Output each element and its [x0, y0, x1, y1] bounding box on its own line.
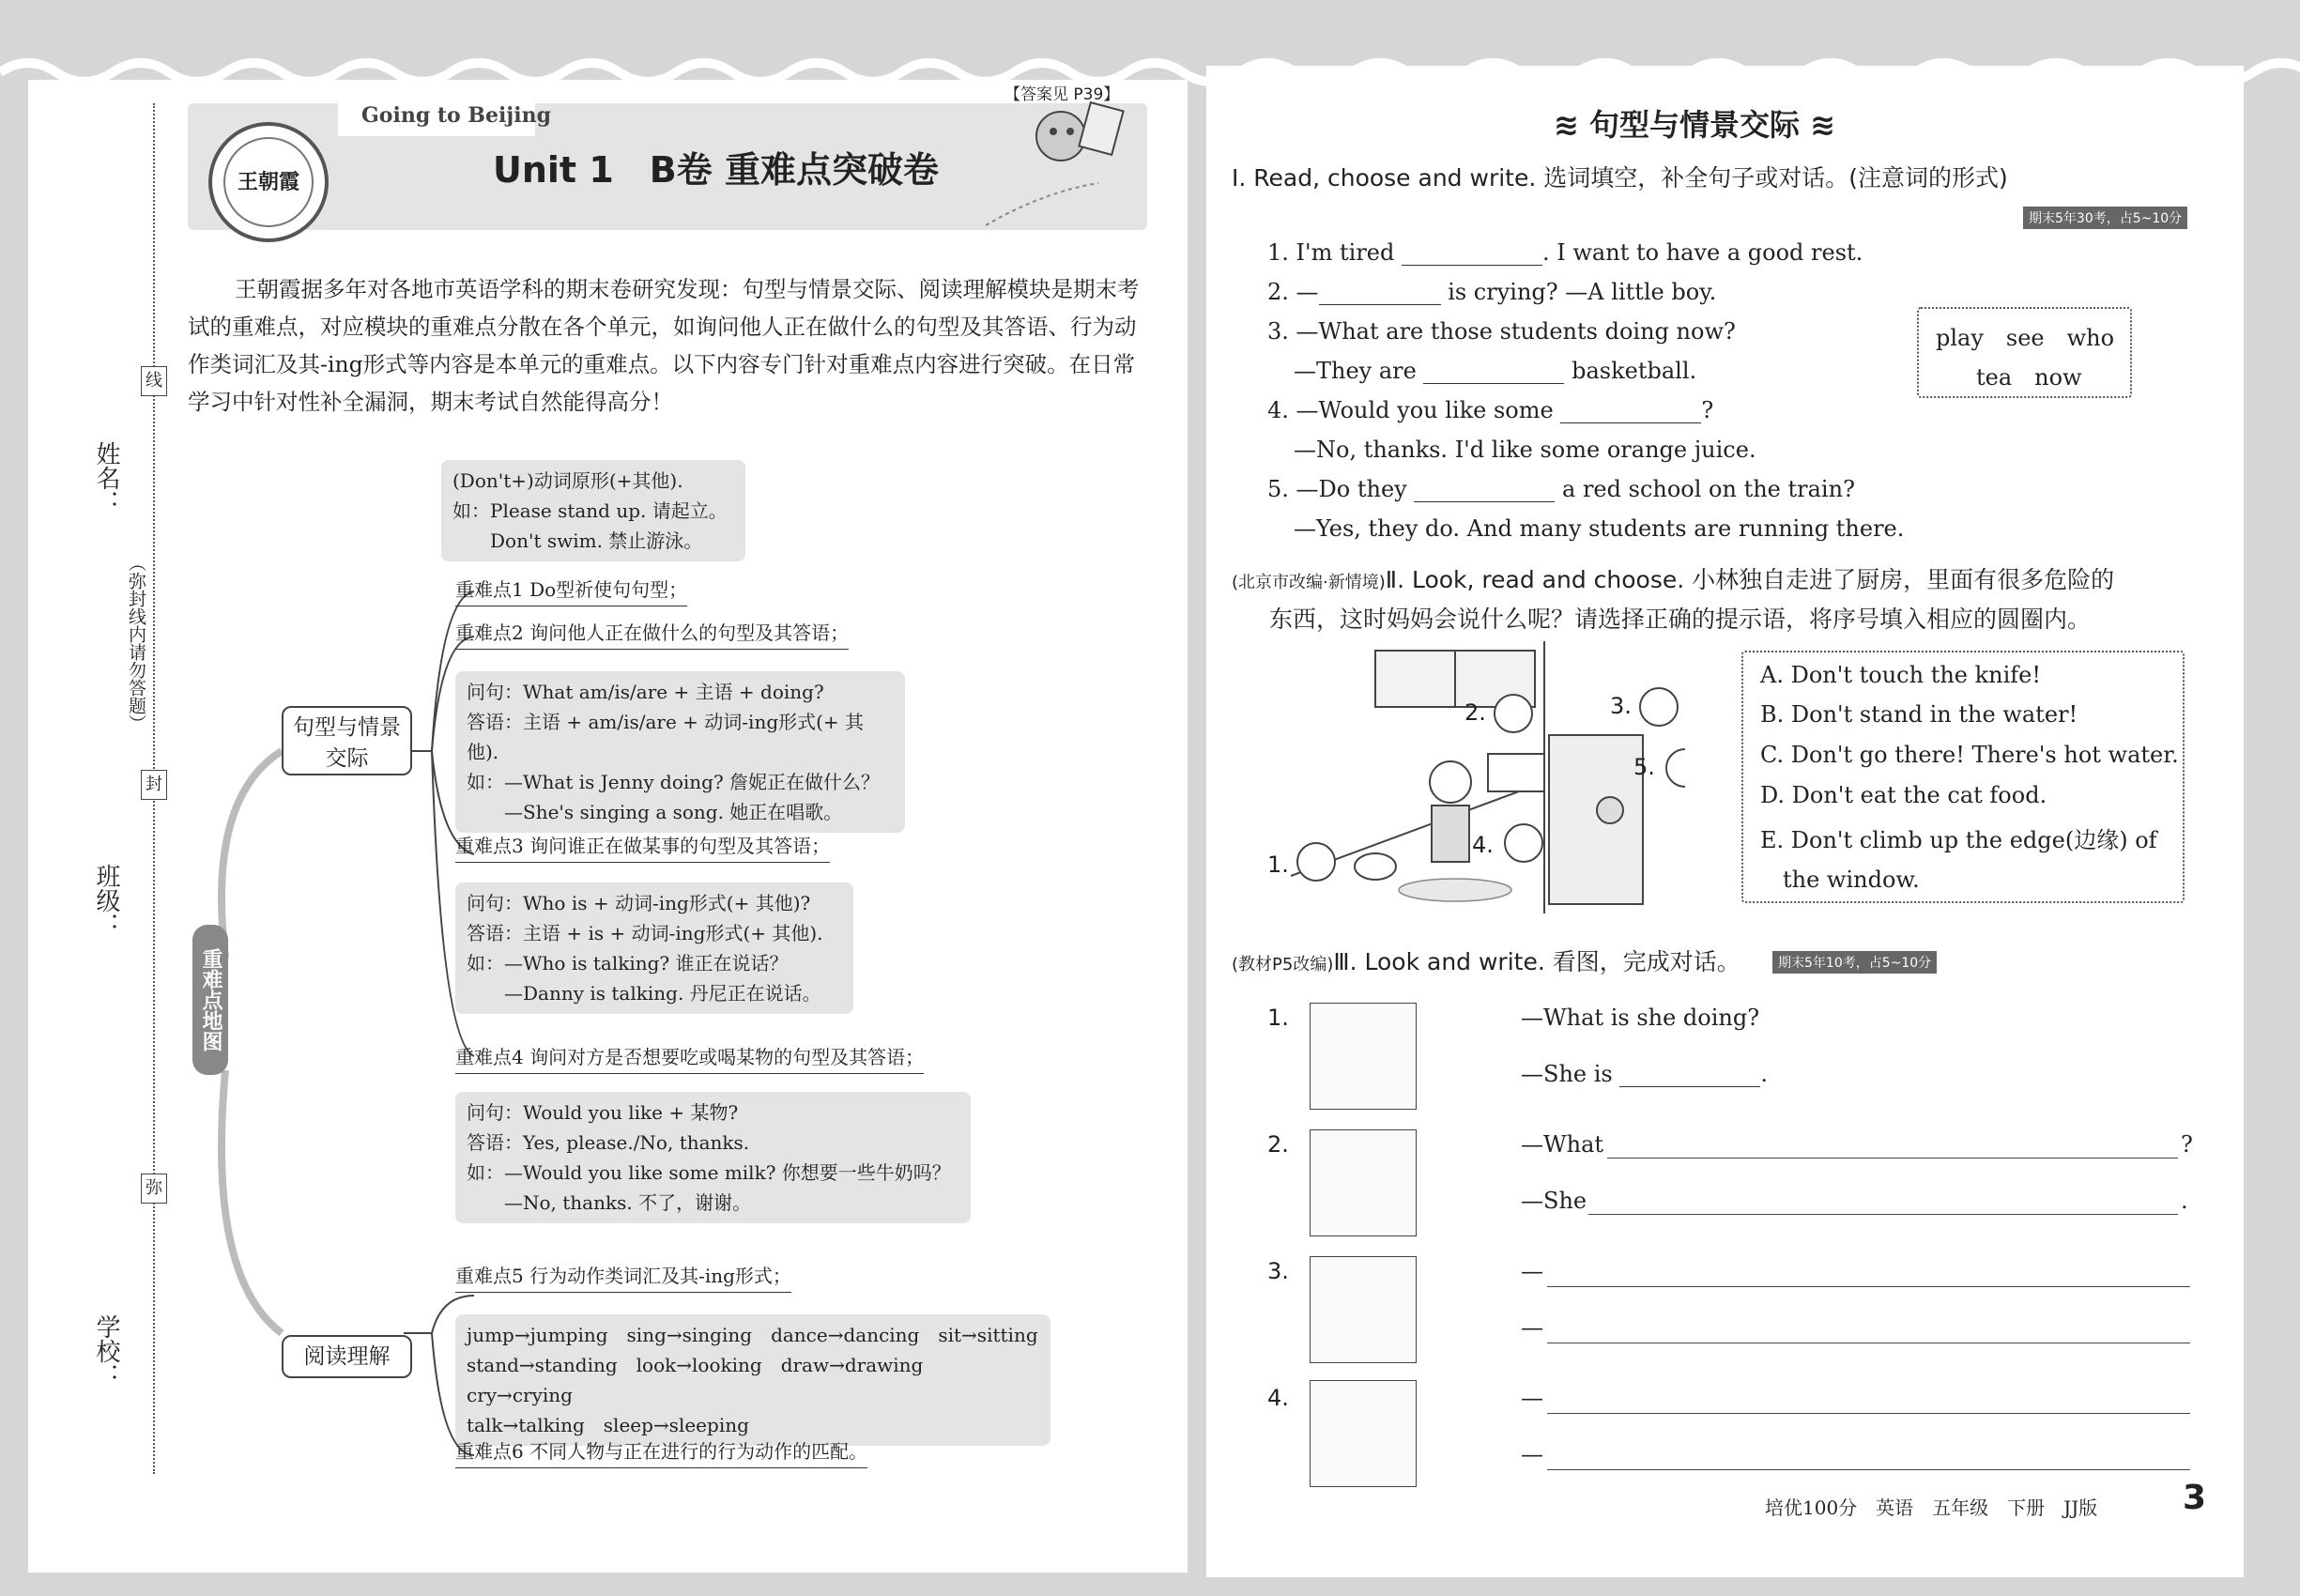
q3-tag: 期末5年10考，占5~10分 — [1772, 951, 1937, 974]
q3-line: — — [1521, 1441, 1543, 1467]
answer-blank[interactable] — [1319, 304, 1441, 305]
section-title: ≋ 句型与情景交际 ≋ — [1554, 107, 1835, 143]
q1-text: a red school on the train? — [1562, 476, 1855, 502]
q3-heading-text: Ⅲ. Look and write. 看图，完成对话。 — [1333, 948, 1740, 975]
picture-label-1: 1. — [1267, 852, 1289, 878]
answer-blank[interactable] — [1402, 265, 1542, 266]
page-title: Unit 1 B卷 重难点突破卷 — [493, 149, 939, 191]
q3-number: 1. — [1267, 1005, 1289, 1031]
mark-xian: 线 — [141, 366, 167, 396]
bubble-line: 如：—Would you like some milk? 你想要一些牛奶吗？ — [467, 1161, 951, 1184]
bubble-line: 答语：主语 + am/is/are + 动词-ing形式(+ 其他). — [467, 711, 865, 763]
answer-ref: 【答案见 P39】 — [1004, 85, 1120, 104]
bubble-line: jump→jumping sing→singing dance→dancing sit→sitting — [467, 1324, 1038, 1346]
q2-heading-cont: 东西，这时妈妈会说什么呢？请选择正确的提示语，将序号填入相应的圆圈内。 — [1269, 606, 2092, 633]
answer-line[interactable] — [1547, 1413, 2190, 1414]
answer-line[interactable] — [1607, 1158, 2178, 1159]
key-point-6: 重难点6 不同人物与正在进行的行为动作的匹配。 — [455, 1436, 867, 1468]
q1-number: 4. — [1267, 397, 1289, 423]
picture-washing — [1310, 1256, 1417, 1363]
q3-line: —She — [1521, 1188, 1587, 1214]
bubble-line: —Danny is talking. 丹尼正在说话。 — [467, 982, 821, 1005]
bubble-line: (Don't+)动词原形(+其他). — [452, 469, 683, 492]
q1-text: I'm tired — [1296, 239, 1395, 266]
q3-line: —What is she doing? — [1521, 1005, 1760, 1031]
q1-number: 5. — [1267, 476, 1289, 502]
q1-item — [1267, 476, 1855, 502]
bubble-line: stand→standing look→looking draw→drawing cry→crying — [467, 1354, 943, 1406]
q1-text: —They are — [1294, 358, 1417, 384]
option-c: C. Don't go there! There's hot water. — [1760, 742, 2179, 768]
key-point-5: 重难点5 行为动作类词汇及其-ing形式； — [455, 1261, 791, 1293]
bubble-line: 问句：Who is + 动词-ing形式(+ 其他)? — [467, 892, 811, 914]
kitchen-picture — [1291, 641, 1685, 913]
branch-sentence-patterns: 句型与情景交际 — [282, 706, 412, 775]
q1-number: 2. — [1267, 279, 1289, 305]
q1-number: 1. — [1267, 239, 1289, 266]
picture-running — [1310, 1380, 1417, 1487]
q1-item — [1294, 437, 1756, 463]
seal-note: （弥封线内请勿答题） — [126, 554, 146, 732]
q1-item — [1267, 239, 1863, 266]
bubble-line: 如：—What is Jenny doing? 詹妮正在做什么？ — [467, 771, 881, 793]
q1-text: —Would you like some — [1296, 397, 1554, 423]
bubble-ing-forms — [455, 1314, 1050, 1446]
key-point-3: 重难点3 询问谁正在做某事的句型及其答语； — [455, 831, 830, 863]
q3-number: 2. — [1267, 1131, 1289, 1158]
q3-source: (教材P5改编) — [1232, 955, 1334, 974]
brand-logo — [208, 122, 329, 242]
bubble-line: 问句：Would you like + 某物? — [467, 1101, 739, 1124]
answer-line[interactable] — [1547, 1286, 2190, 1287]
q1-text: —What are those students doing now? — [1296, 318, 1736, 345]
q3-number: 4. — [1267, 1385, 1289, 1411]
key-point-4: 重难点4 询问对方是否想要吃或喝某物的句型及其答语； — [455, 1042, 924, 1074]
branch-reading: 阅读理解 — [282, 1335, 412, 1378]
q1-text: —Yes, they do. And many students are running there. — [1294, 515, 1905, 542]
bubble-what-doing — [455, 671, 905, 833]
q3-heading — [1232, 944, 1740, 977]
picture-kite — [1310, 1129, 1417, 1236]
section-title-text: 句型与情景交际 — [1588, 107, 1800, 143]
q2-source: (北京市改编·新情境) — [1232, 573, 1386, 592]
q1-number: 3. — [1267, 318, 1289, 345]
bubble-line: 如：Please stand up. 请起立。 — [452, 499, 728, 522]
answer-blank[interactable] — [1423, 383, 1564, 384]
q3-line: — — [1521, 1385, 1543, 1411]
q3-line-end: . — [2181, 1188, 2188, 1214]
bubble-line: 答语：主语 + is + 动词-ing形式(+ 其他). — [467, 922, 823, 944]
name-label: 姓名： — [92, 441, 120, 514]
answer-blank[interactable] — [1560, 422, 1701, 423]
q1-text: —No, thanks. I'd like some orange juice. — [1294, 437, 1756, 463]
mindmap-root: 重难点地图 — [192, 925, 228, 1075]
q1-tag: 期末5年30考，占5~10分 — [2023, 207, 2187, 229]
q1-text: ? — [1701, 397, 1714, 423]
bubble-line: 答语：Yes, please./No, thanks. — [467, 1131, 750, 1154]
q1-item — [1294, 515, 1904, 542]
mark-feng: 封 — [141, 770, 167, 800]
bubble-line: —No, thanks. 不了，谢谢。 — [467, 1191, 752, 1214]
school-label: 学校： — [92, 1314, 120, 1388]
q1-text: is crying? —A little boy. — [1448, 279, 1717, 305]
q3-number: 3. — [1267, 1258, 1289, 1284]
option-b: B. Don't stand in the water! — [1760, 701, 2078, 728]
key-point-1: 重难点1 Do型祈使句句型； — [455, 575, 687, 606]
q1-heading: Ⅰ. Read, choose and write. 选词填空，补全句子或对话。(注意词的形式) — [1232, 164, 2008, 192]
logo-text: 王朝霞 — [223, 137, 314, 227]
page-number: 3 — [2183, 1479, 2207, 1517]
q3-line — [1521, 1131, 1603, 1158]
option-d: D. Don't eat the cat food. — [1760, 782, 2047, 808]
bubble-would-like — [455, 1092, 971, 1223]
bubble-line: —She's singing a song. 她正在唱歌。 — [467, 801, 843, 823]
answer-blank[interactable] — [1414, 501, 1555, 502]
word-box-row: play see who — [1936, 325, 2115, 351]
class-label: 班级： — [92, 864, 120, 937]
q3-line-end: . — [1760, 1061, 1769, 1087]
q1-text: basketball. — [1572, 358, 1697, 384]
picture-label-5: 5. — [1633, 754, 1655, 780]
cartoon-icon — [986, 89, 1145, 230]
picture-singing — [1310, 1003, 1417, 1110]
q2-heading — [1232, 561, 2114, 595]
option-e-cont: the window. — [1760, 867, 1920, 893]
q1-item — [1267, 397, 1713, 423]
answer-line[interactable] — [1547, 1469, 2190, 1470]
footer-info: 培优100分 英语 五年级 下册 JJ版 — [1765, 1496, 2098, 1519]
q1-item — [1267, 318, 1736, 345]
q2-heading-text: Ⅱ. Look, read and choose. 小林独自走进了厨房，里面有很多危险的 — [1385, 566, 2115, 593]
unit-subtitle: Going to Beijing — [361, 103, 551, 128]
word-box-row: tea now — [1976, 364, 2082, 391]
answer-blank[interactable] — [1619, 1086, 1760, 1087]
q3-line: — — [1521, 1314, 1543, 1341]
picture-label-3: 3. — [1610, 693, 1632, 719]
bubble-line: Don't swim. 禁止游泳。 — [452, 529, 703, 552]
q1-item — [1294, 358, 1696, 384]
picture-label-2: 2. — [1464, 699, 1486, 726]
key-point-2: 重难点2 询问他人正在做什么的句型及其答语； — [455, 618, 849, 650]
bubble-line: 问句：What am/is/are + 主语 + doing? — [467, 681, 824, 703]
q1-text: — — [1296, 279, 1319, 305]
option-e: E. Don't climb up the edge(边缘) of — [1760, 827, 2157, 853]
q3-line — [1521, 1061, 1768, 1087]
intro-paragraph: 王朝霞据多年对各地市英语学科的期末卷研究发现：句型与情景交际、阅读理解模块是期末考试的重难点，对应模块的重难点分散在各个单元，如询问他人正在做什么的句型及其答语、行为动作类词汇及其-ing形式等内容是本单元的重难点。以下内容专门针对重难点内容进行突破。在日常学习中针对性补全漏洞，期末考试自然能得高分！ — [188, 276, 1140, 415]
answer-line[interactable] — [1588, 1214, 2178, 1215]
q1-text: . I want to have a good rest. — [1542, 239, 1863, 266]
q3-line: — — [1521, 1258, 1543, 1284]
q3-line-text: —She is — [1521, 1061, 1613, 1087]
option-a: A. Don't touch the knife! — [1760, 662, 2042, 688]
bubble-line: 如：—Who is talking? 谁正在说话？ — [467, 952, 789, 974]
q1-item — [1267, 279, 1716, 305]
bubble-imperative — [441, 460, 745, 561]
picture-label-4: 4. — [1472, 832, 1494, 858]
bubble-who-doing — [455, 882, 853, 1014]
q3-line-text: —What — [1521, 1131, 1604, 1158]
mark-mi: 弥 — [141, 1174, 167, 1204]
q3-line-end: ? — [2181, 1131, 2193, 1158]
bubble-line: talk→talking sleep→sleeping — [467, 1414, 749, 1436]
q1-text: —Do they — [1296, 476, 1407, 502]
